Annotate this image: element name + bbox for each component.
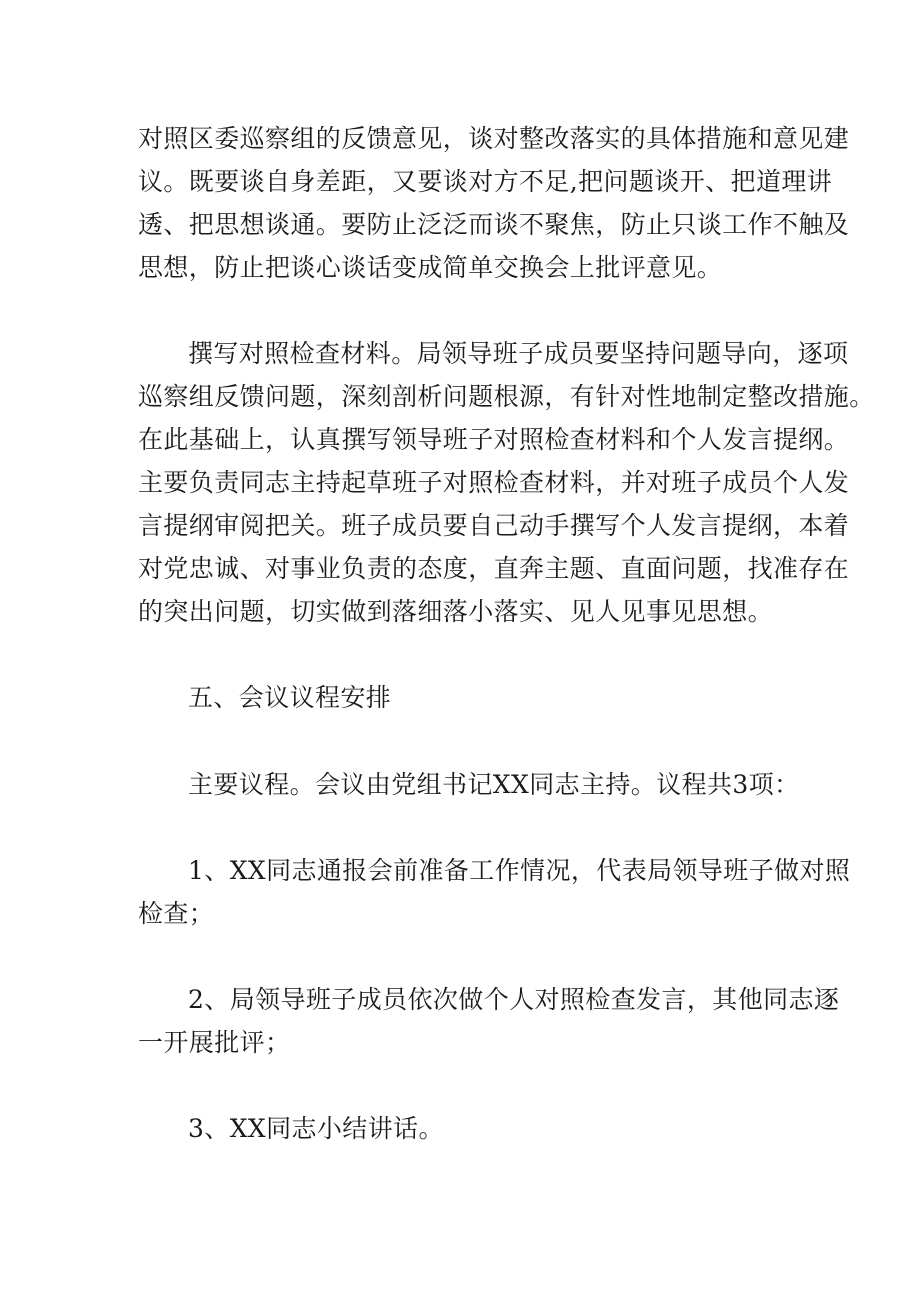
text-line: 撰写对照检查材料。局领导班子成员要坚持问题导向，逐项 bbox=[188, 339, 849, 368]
text-line: 透、把思想谈通。要防止泛泛而谈不聚焦，防止只谈工作不触及 bbox=[138, 210, 850, 239]
text-line: 的突出问题，切实做到落细落小落实、见人见事见思想。 bbox=[138, 597, 774, 626]
text-line: 主要负责同志主持起草班子对照检查材料，并对班子成员个人发 bbox=[138, 468, 850, 497]
text-line: 2、局领导班子成员依次做个人对照检查发言，其他同志逐 bbox=[188, 985, 840, 1014]
text-line: 思想，防止把谈心谈话变成简单交换会上批评意见。 bbox=[138, 253, 723, 282]
text-line: 对党忠诚、对事业负责的态度，直奔主题、直面问题，找准存在 bbox=[138, 554, 850, 583]
text-line: 检查； bbox=[138, 899, 215, 928]
text-line: 议。既要谈自身差距，又要谈对方不足,把问题谈开、把道理讲 bbox=[138, 167, 833, 196]
text-line: 对照区委巡察组的反馈意见，谈对整改落实的具体措施和意见建 bbox=[138, 124, 850, 153]
text-line: 在此基础上，认真撰写领导班子对照检查材料和个人发言提纲。 bbox=[138, 425, 850, 454]
text-line: 巡察组反馈问题，深刻剖析问题根源，有针对性地制定整改措施。 bbox=[138, 382, 875, 411]
text-line: 1、XX同志通报会前准备工作情况，代表局领导班子做对照 bbox=[188, 856, 851, 885]
text-line: 3、XX同志小结讲话。 bbox=[188, 1114, 444, 1143]
text-line: 言提纲审阅把关。班子成员要自己动手撰写个人发言提纲，本着 bbox=[138, 511, 850, 540]
section-heading: 五、会议议程安排 bbox=[188, 683, 392, 712]
agenda-intro: 主要议程。会议由党组书记XX同志主持。议程共3项： bbox=[188, 770, 800, 799]
text-line: 一开展批评； bbox=[138, 1028, 291, 1057]
